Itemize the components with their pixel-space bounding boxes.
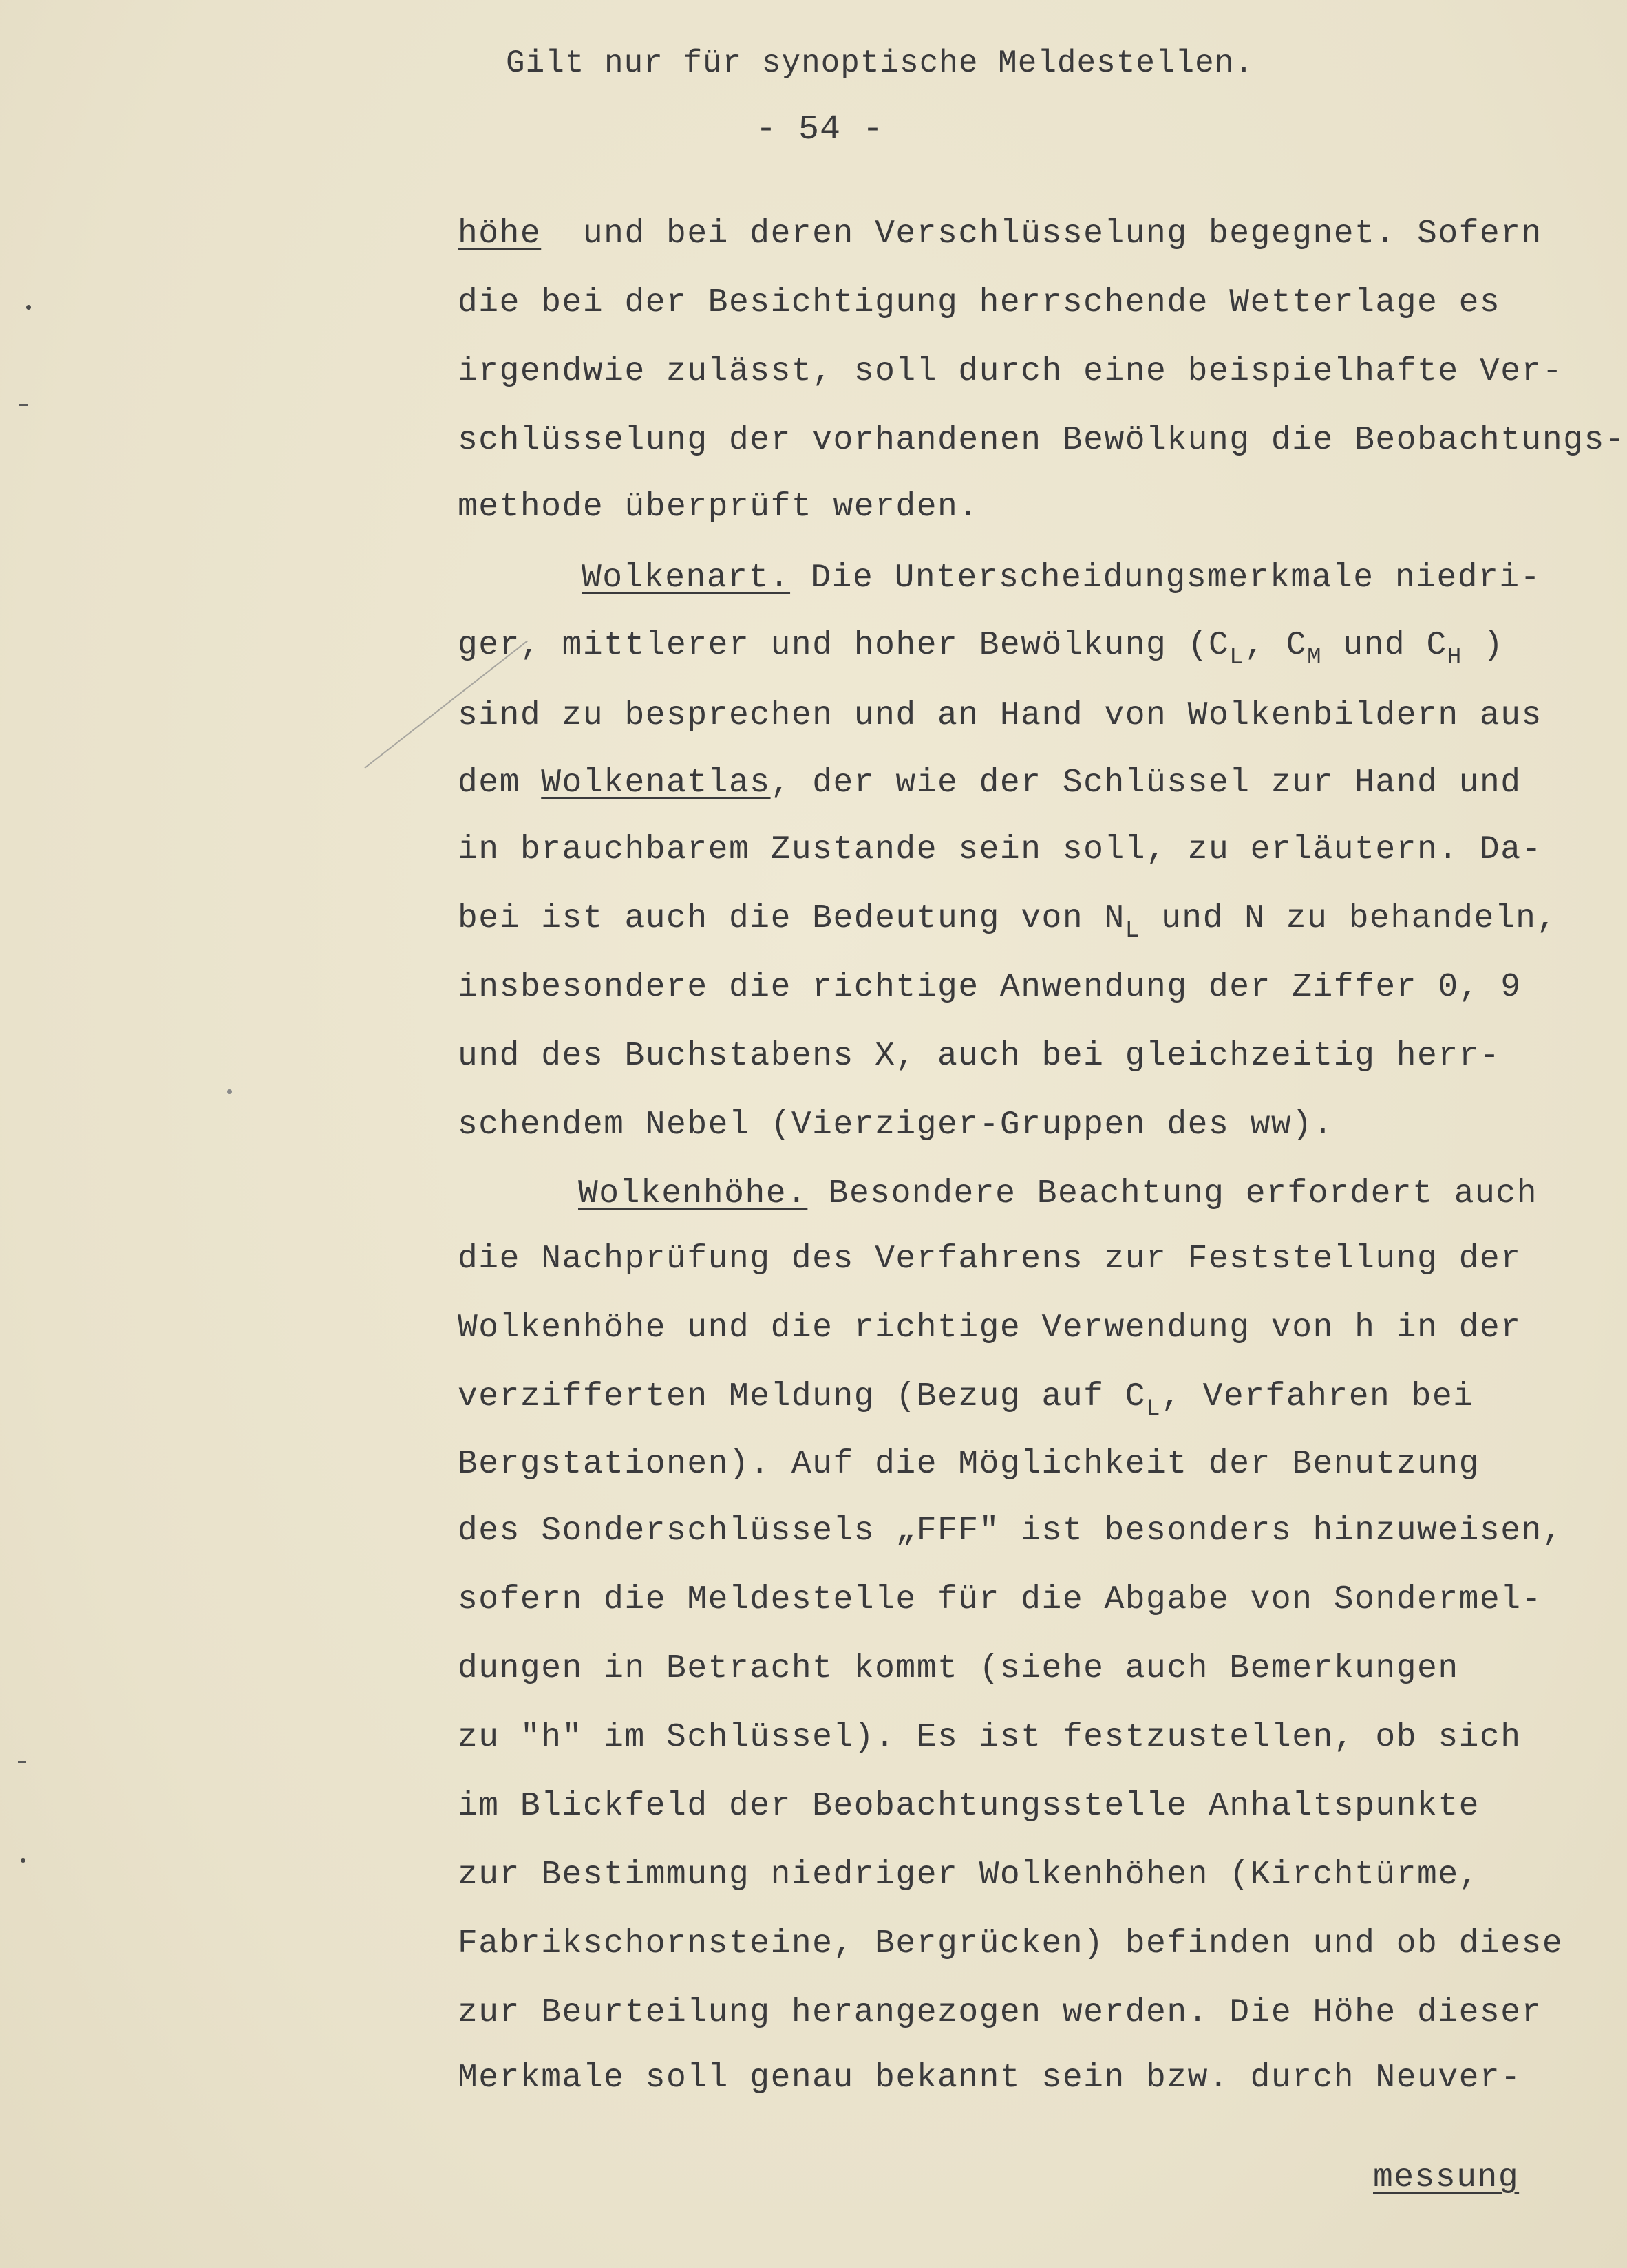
text-line xyxy=(458,762,1522,804)
text-segment: insbesondere die richtige Anwendung der Ziffer 0, 9 xyxy=(458,969,1522,1006)
text-segment: im Blickfeld der Beobachtungsstelle Anhaltspunkte xyxy=(458,1788,1480,1825)
subscript: L xyxy=(1146,1396,1161,1422)
catchword xyxy=(1373,2157,1519,2199)
underlined-term: Wolkenhöhe. xyxy=(578,1175,808,1212)
text-line xyxy=(458,1786,1480,1827)
text-segment: , C xyxy=(1244,627,1308,664)
catchword-text: messung xyxy=(1373,2159,1520,2196)
text-segment: dungen in Betracht kommt (siehe auch Bemerkungen xyxy=(458,1650,1459,1687)
text-line xyxy=(458,351,1563,392)
text-line xyxy=(458,1717,1522,1758)
subscript: L xyxy=(1125,918,1140,944)
text-line xyxy=(458,829,1542,870)
text-line xyxy=(458,282,1500,323)
text-segment: zu "h" im Schlüssel). Es ist festzustellen, ob sich xyxy=(458,1719,1522,1756)
text-line xyxy=(458,1579,1542,1620)
text-segment: Wolkenhöhe und die richtige Verwendung von h in der xyxy=(458,1309,1522,1347)
text-segment: zur Bestimmung niedriger Wolkenhöhen (Kirchtürme, xyxy=(458,1857,1480,1894)
margin-mark xyxy=(227,1089,232,1094)
text-segment: und des Buchstabens X, auch bei gleichzeitig herr- xyxy=(458,1038,1501,1075)
text-line xyxy=(458,1307,1522,1349)
margin-mark xyxy=(26,305,31,310)
text-line xyxy=(458,1036,1500,1077)
text-segment: und N zu behandeln, xyxy=(1140,900,1557,937)
text-segment: und C xyxy=(1322,627,1447,664)
text-line xyxy=(458,1376,1474,1420)
text-line xyxy=(458,1992,1542,2033)
text-segment: schlüsselung der vorhandenen Bewölkung die Beobachtungs- xyxy=(458,422,1626,459)
text-segment: und bei deren Verschlüsselung begegnet. Sofern xyxy=(541,215,1542,253)
text-segment: in brauchbarem Zustande sein soll, zu erläutern. Da- xyxy=(458,831,1542,868)
text-line xyxy=(458,486,979,528)
text-segment: die Nachprüfung des Verfahrens zur Feststellung der xyxy=(458,1241,1522,1278)
text-segment: schendem Nebel (Vierziger-Gruppen des ww). xyxy=(458,1106,1334,1144)
text-line xyxy=(458,898,1557,942)
text-segment: des Sonderschlüssels „FFF" ist besonders hinzuweisen, xyxy=(458,1512,1564,1550)
text-segment: die bei der Besichtigung herrschende Wetterlage es xyxy=(458,284,1501,321)
text-line xyxy=(458,625,1504,669)
margin-mark xyxy=(18,1761,26,1763)
underlined-term: Wolkenart. xyxy=(582,559,791,597)
text-segment: , der wie der Schlüssel zur Hand und xyxy=(770,764,1522,802)
text-segment: Merkmale soll genau bekannt sein bzw. durch Neuver- xyxy=(458,2060,1522,2097)
subscript: L xyxy=(1229,645,1245,671)
header-note: Gilt nur für synoptische Meldestellen. xyxy=(506,45,1254,81)
text-line xyxy=(458,967,1522,1008)
text-segment: bei ist auch die Bedeutung von N xyxy=(458,900,1125,937)
text-segment: sind zu besprechen und an Hand von Wolkenbildern aus xyxy=(458,697,1542,734)
underlined-term: höhe xyxy=(458,215,542,253)
margin-mark xyxy=(21,1858,25,1863)
text-segment: zur Beurteilung herangezogen werden. Die Höhe dieser xyxy=(458,1994,1542,2031)
subscript: M xyxy=(1307,645,1323,671)
text-segment: ger, mittlerer und hoher Bewölkung (C xyxy=(458,627,1230,664)
text-segment: Fabrikschornsteine, Bergrücken) befinden und ob diese xyxy=(458,1925,1564,1962)
subscript: H xyxy=(1447,645,1463,671)
text-line xyxy=(578,1173,1538,1215)
text-line xyxy=(458,1510,1563,1552)
text-line xyxy=(458,1104,1334,1146)
text-line xyxy=(458,1854,1480,1896)
text-segment: methode überprüft werden. xyxy=(458,489,979,526)
text-line xyxy=(458,1648,1459,1689)
text-line xyxy=(458,2057,1522,2099)
text-line xyxy=(458,695,1542,736)
text-segment: ) xyxy=(1462,627,1504,664)
page-number: - 54 - xyxy=(756,110,884,149)
text-segment: sofern die Meldestelle für die Abgabe von Sondermel- xyxy=(458,1581,1542,1618)
text-segment: Bergstationen). Auf die Möglichkeit der Benutzung xyxy=(458,1446,1480,1483)
text-line xyxy=(458,213,1542,255)
margin-mark xyxy=(19,404,28,406)
text-line xyxy=(458,1923,1563,1965)
text-segment: dem xyxy=(458,764,542,802)
text-line xyxy=(458,1239,1522,1280)
text-line xyxy=(582,557,1541,599)
text-line xyxy=(458,420,1626,461)
text-segment: , Verfahren bei xyxy=(1160,1378,1474,1415)
text-segment: irgendwie zulässt, soll durch eine beispielhafte Ver- xyxy=(458,353,1564,390)
text-segment: verzifferten Meldung (Bezug auf C xyxy=(458,1378,1147,1415)
text-line xyxy=(458,1444,1480,1485)
underlined-term: Wolkenatlas xyxy=(541,764,771,802)
text-segment: Die Unterscheidungsmerkmale niedri- xyxy=(790,559,1542,597)
text-segment: Besondere Beachtung erfordert auch xyxy=(807,1175,1538,1212)
